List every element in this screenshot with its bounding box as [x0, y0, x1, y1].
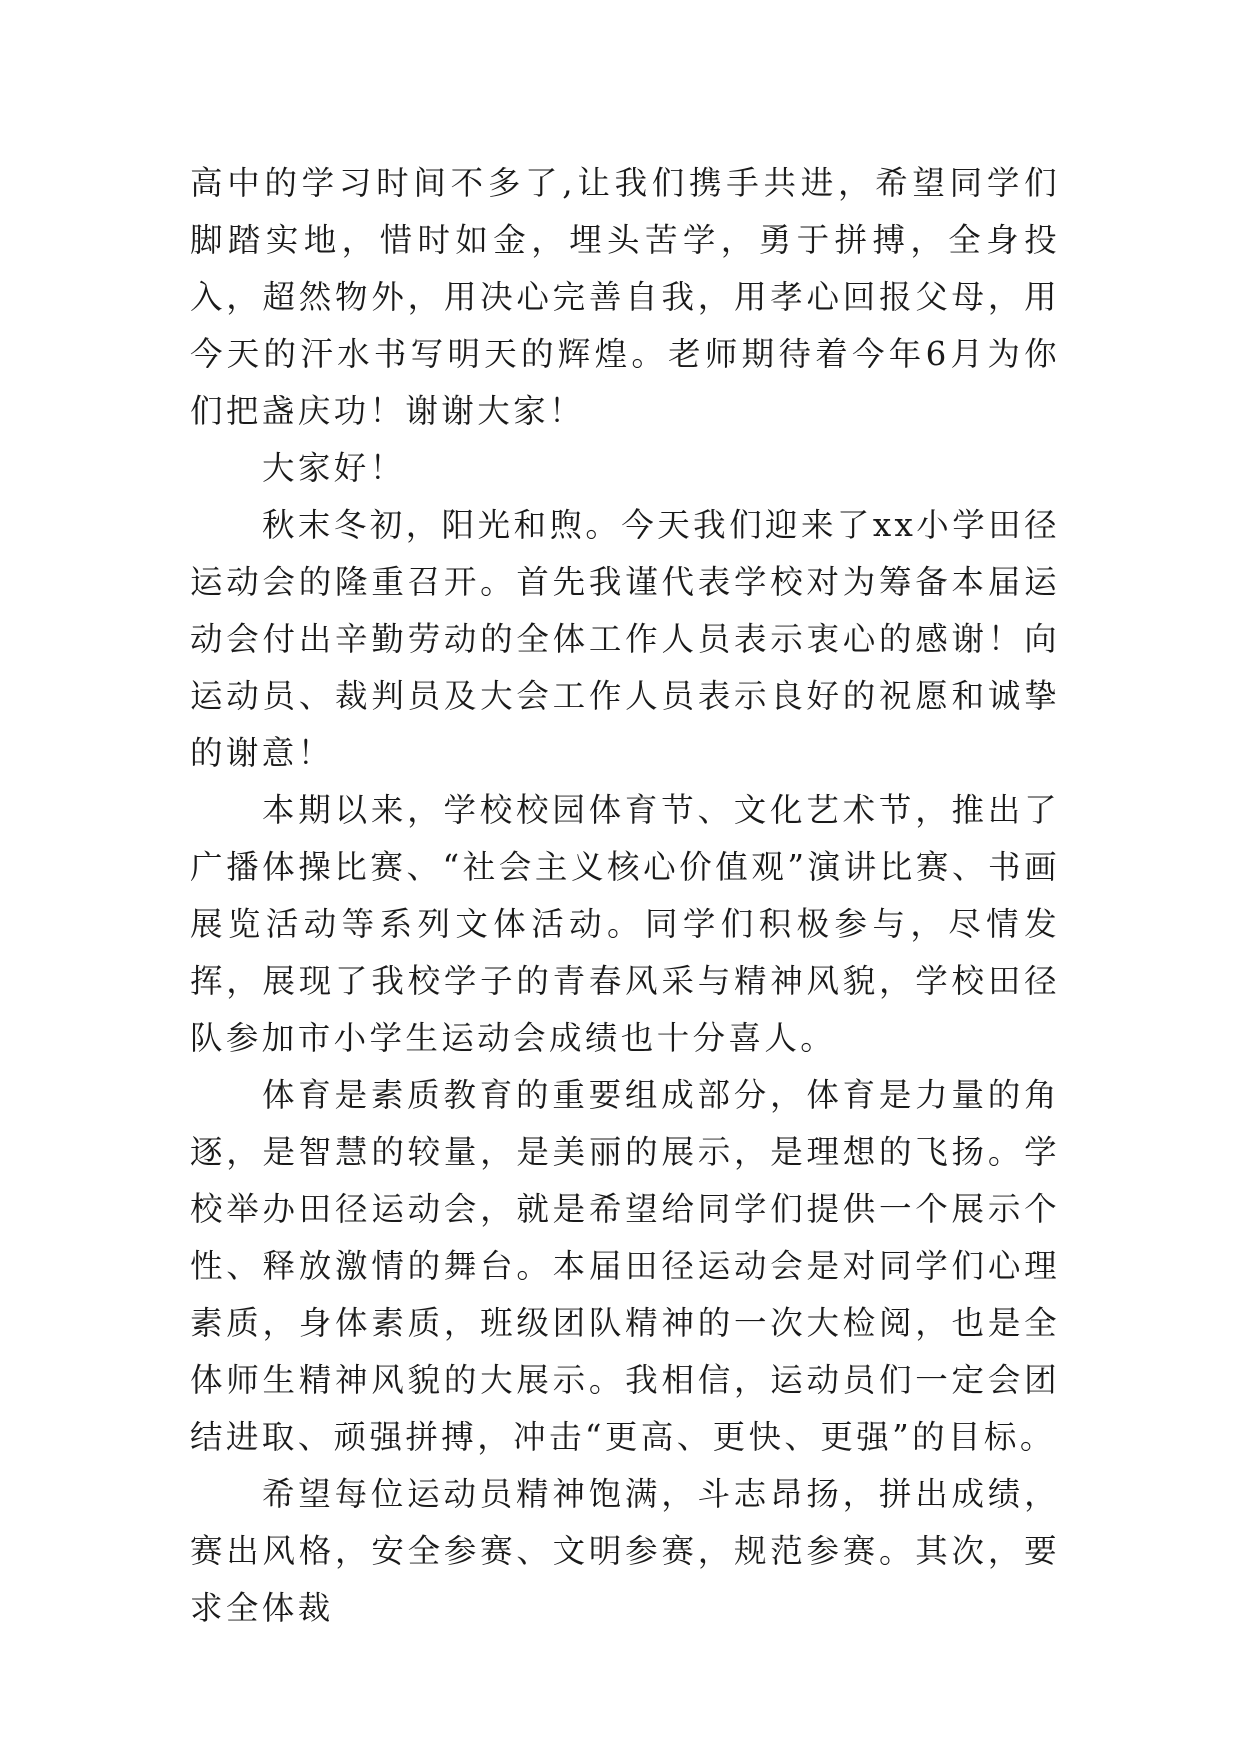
paragraph-sports-importance: 体育是素质教育的重要组成部分，体育是力量的角逐，是智慧的较量，是美丽的展示，是理想的飞扬。学校举办田径运动会，就是希望给同学们提供一个展示个性、释放激情的舞台。本届田径运动会是对同学们心理素质，身体素质，班级团队精神的一次大检阅，也是全体师生精神风貌的大展示。我相信，运动员们一定会团结进取、顽强拼搏，冲击“更高、更快、更强”的目标。 [190, 1076, 1060, 1456]
paragraph-greeting: 大家好！ [262, 449, 406, 487]
document-body [190, 155, 1060, 1637]
paragraph-closing-remarks: 高中的学习时间不多了,让我们携手共进，希望同学们脚踏实地，惜时如金，埋头苦学，勇于拼搏，全身投入，超然物外，用决心完善自我，用孝心回报父母，用今天的汗水书写明天的辉煌。老师期待着今年6月为你们把盏庆功！谢谢大家！ [190, 164, 1060, 430]
paragraph-expectations: 希望每位运动员精神饱满，斗志昂扬，拼出成绩，赛出风格，安全参赛、文明参赛，规范参赛。其次，要求全体裁 [190, 1475, 1060, 1627]
paragraph-activities: 本期以来，学校校园体育节、文化艺术节，推出了广播体操比赛、“社会主义核心价值观”演讲比赛、书画展览活动等系列文体活动。同学们积极参与，尽情发挥，展现了我校学子的青春风采与精神风貌，学校田径队参加市小学生运动会成绩也十分喜人。 [190, 791, 1060, 1057]
paragraph-opening: 秋末冬初，阳光和煦。今天我们迎来了xx小学田径运动会的隆重召开。首先我谨代表学校对为筹备本届运动会付出辛勤劳动的全体工作人员表示衷心的感谢！向运动员、裁判员及大会工作人员表示良好的祝愿和诚挚的谢意！ [190, 506, 1060, 772]
